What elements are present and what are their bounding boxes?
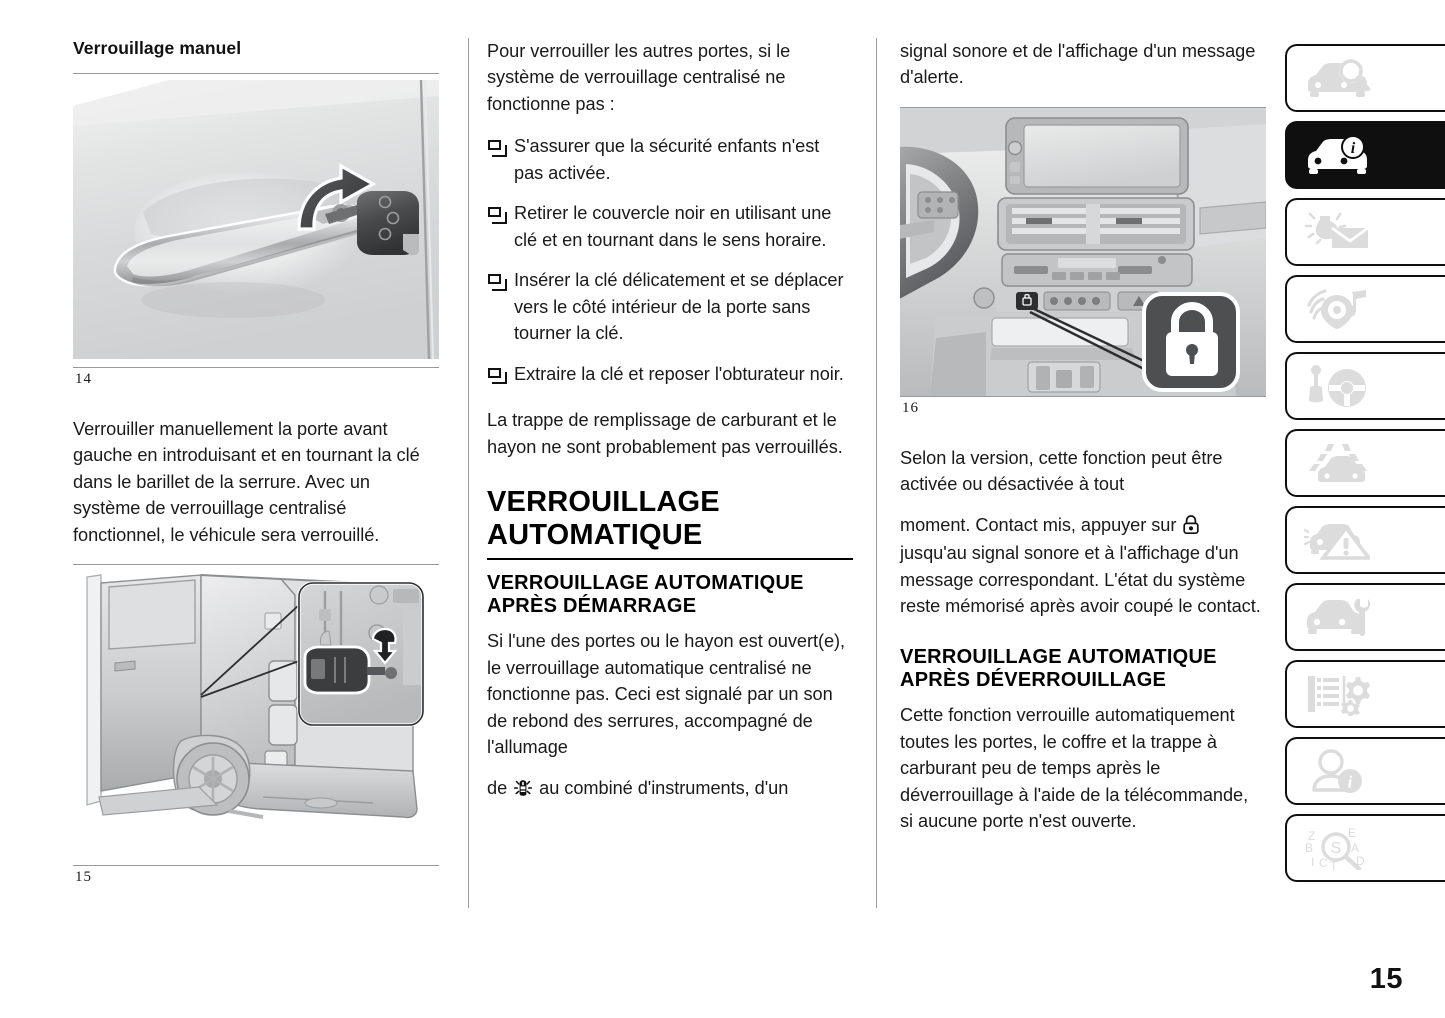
list-item-label: Extraire la clé et reposer l'obturateur noir. xyxy=(514,363,844,384)
sidebar-item-infotainment-navigation[interactable] xyxy=(1285,275,1445,343)
paragraph-manual-lock: Verrouiller manuellement la porte avant gauche en introduisant et en tournant la clé dans le barillet de la serrure. Avec un système de verrouillage centralisé fonctionnel, le véhicule sera verrouillé. xyxy=(73,419,420,545)
person-info-icon xyxy=(1301,745,1373,797)
subsection-heading-after-unlock: VERROUILLAGE AUTOMATIQUE APRÈS DÉVERROUILLAGE xyxy=(900,645,1217,692)
car-lane-assist-icon xyxy=(1301,437,1373,489)
svg-text:E: E xyxy=(1348,826,1357,840)
sidebar-item-maintenance[interactable] xyxy=(1285,583,1445,651)
square-bullet-icon xyxy=(488,274,501,284)
paragraph-version-note-part3: jusqu'au signal sonore et à l'affichage d'un message correspondant. L'état du système reste mémorisé après avoir coupé le contact. xyxy=(900,543,1261,617)
paragraph-auto-lock-after-unlock: Cette fonction verrouille automatiquement toutes les portes, le coffre et la trappe à carburant peu de temps après le déverrouillage à l'aide de la télécommande, si aucune porte n'est ouverte. xyxy=(900,705,1249,832)
paragraph-auto-lock-start: Si l'une des portes ou le hayon est ouvert(e), le verrouillage automatique centralisé ne fonctionne pas. Ceci est signalé par un son de rebond des serrures, accompagné de l'allumage xyxy=(487,631,846,758)
subsection-heading-after-start: VERROUILLAGE AUTOMATIQUE APRÈS DÉMARRAGE xyxy=(487,571,804,618)
car-info-icon xyxy=(1301,129,1373,181)
gearstick-steering-wheel-icon xyxy=(1301,360,1373,412)
paragraph-text: moment. Contact mis, appuyer sur xyxy=(900,514,1177,535)
list-item xyxy=(487,200,853,253)
svg-text:Z: Z xyxy=(1308,829,1316,843)
figure-dashboard xyxy=(900,107,1266,417)
car-hazard-warning-icon xyxy=(1301,514,1373,566)
list-item-label: Retirer le couvercle noir en utilisant une clé et en tournant dans le sens horaire. xyxy=(514,203,832,250)
page-title: Verrouillage manuel xyxy=(73,38,242,58)
figure-caption: 14 xyxy=(75,371,92,387)
sidebar-item-driving-assistance[interactable] xyxy=(1285,429,1445,497)
svg-text:B: B xyxy=(1305,841,1314,855)
paragraph-continuation: signal sonore et de l'affichage d'un message d'alerte. xyxy=(900,41,1256,88)
list-item-label: S'assurer que la sécurité enfants n'est pas activée. xyxy=(514,136,820,183)
figure-dashboard-image xyxy=(900,108,1266,396)
media-location-icon xyxy=(1301,283,1373,335)
svg-text:i: i xyxy=(1347,772,1353,792)
car-wrench-icon xyxy=(1301,591,1373,643)
list-item xyxy=(487,133,853,186)
sidebar-item-vehicle-overview[interactable] xyxy=(1285,44,1445,112)
paragraph-version-note-part1: Selon la version, cette fonction peut être activée ou désactivée à tout xyxy=(900,447,1223,495)
column-right xyxy=(900,38,1266,851)
sidebar-item-vehicle-info[interactable] xyxy=(1285,121,1445,189)
page-number: 15 xyxy=(1369,963,1403,995)
padlock-button-icon xyxy=(1181,514,1203,536)
chapter-heading: VERROUILLAGE AUTOMATIQUE xyxy=(487,486,720,552)
svg-text:S: S xyxy=(1330,840,1342,857)
column-divider-left xyxy=(468,38,469,908)
paragraph-fuel-flap: La trappe de remplissage de carburant et le hayon ne sont probablement pas verrouillés. xyxy=(487,410,843,457)
sidebar-item-technical-specifications[interactable] xyxy=(1285,660,1445,728)
list-gears-icon xyxy=(1301,668,1373,720)
figure-caption-3: 16 xyxy=(902,399,919,416)
alphabet-magnifier-icon xyxy=(1301,822,1373,874)
paragraph-suffix: au combiné d'instruments, d'un xyxy=(539,777,789,798)
paragraph-prefix: de xyxy=(487,777,508,798)
svg-text:C: C xyxy=(1319,856,1328,870)
column-middle xyxy=(487,38,853,817)
svg-text:i: i xyxy=(1350,140,1356,157)
car-alert-chime-icon xyxy=(512,777,534,799)
lamp-envelope-icon xyxy=(1301,206,1373,258)
square-bullet-icon xyxy=(488,140,501,150)
figure-van-rear-image xyxy=(73,565,439,865)
column-left xyxy=(73,38,439,886)
figure-door-handle xyxy=(73,73,439,388)
car-magnifier-icon xyxy=(1301,52,1373,104)
list-item-label: Insérer la clé délicatement et se déplacer vers le côté intérieur de la porte sans tourner la clé. xyxy=(514,270,844,344)
paragraph-auto-lock-end xyxy=(487,775,853,801)
figure-van-rear xyxy=(73,564,439,886)
svg-text:T: T xyxy=(1330,859,1338,870)
paragraph-other-doors: Pour verrouiller les autres portes, si le système de verrouillage centralisé ne fonctionne pas : xyxy=(487,41,791,114)
paragraph-version-note-part2 xyxy=(900,512,1266,538)
figure-door-handle-image xyxy=(73,74,439,367)
svg-text:D: D xyxy=(1356,854,1365,868)
sidebar-item-customer-service[interactable] xyxy=(1285,737,1445,805)
list-item xyxy=(487,361,853,387)
sidebar-item-comfort-driving[interactable] xyxy=(1285,352,1445,420)
svg-text:A: A xyxy=(1351,841,1360,855)
chapter-tab-rail xyxy=(1285,44,1445,891)
sidebar-item-alphabetical-index[interactable] xyxy=(1285,814,1445,882)
bullet-list-manual-steps xyxy=(487,133,853,387)
figure-caption-2: 15 xyxy=(75,869,92,886)
sidebar-item-breakdown-emergency[interactable] xyxy=(1285,506,1445,574)
square-bullet-icon xyxy=(488,368,501,378)
list-item xyxy=(487,267,853,346)
sidebar-item-lighting-visibility[interactable] xyxy=(1285,198,1445,266)
svg-text:I: I xyxy=(1311,855,1315,869)
column-divider-right xyxy=(876,38,877,908)
heading-rule xyxy=(487,558,853,560)
square-bullet-icon xyxy=(488,207,501,217)
